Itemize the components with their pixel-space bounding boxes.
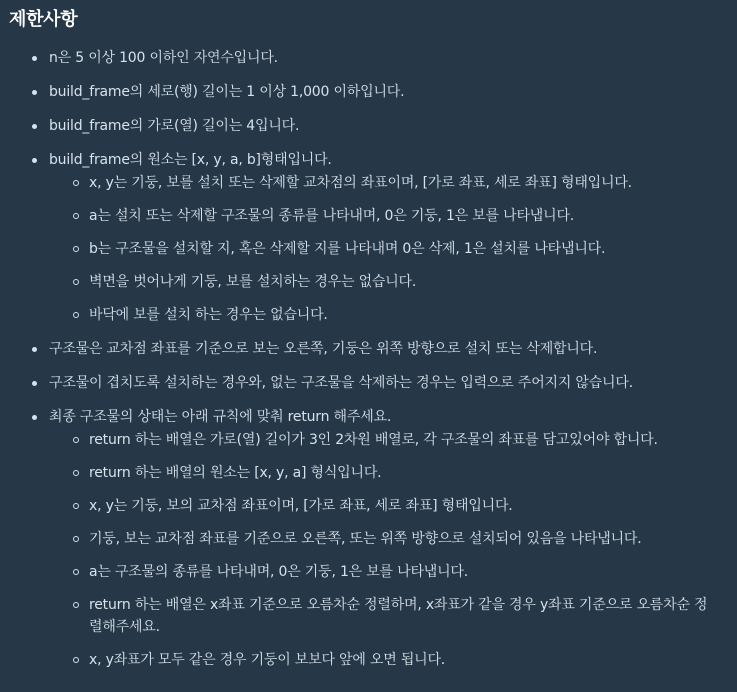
sub-list-item: a는 구조물의 종류를 나타내며, 0은 기둥, 1은 보를 나타냅니다.: [49, 561, 737, 583]
sub-list-item: x, y는 기둥, 보를 설치 또는 삭제할 교차점의 좌표이며, [가로 좌표, 세로 좌표] 형태입니다.: [49, 172, 737, 194]
list-item: [0, 81, 737, 103]
list-item: [0, 115, 737, 137]
sub-list-item: a는 설치 또는 삭제할 구조물의 종류를 나타내며, 0은 기둥, 1은 보를 나타냅니다.: [49, 205, 737, 227]
sub-list-item: 기둥, 보는 교차점 좌표를 기준으로 오른쪽, 또는 위쪽 방향으로 설치되어 있음을 나타냅니다.: [49, 528, 737, 550]
section-title: 제한사항: [9, 9, 78, 30]
constraint-list: [0, 47, 737, 683]
list-item-text: build_frame의 원소는 [x, y, a, b]형태입니다.: [49, 152, 332, 168]
sub-list-item: return 하는 배열의 원소는 [x, y, a] 형식입니다.: [49, 462, 737, 484]
list-item: [0, 372, 737, 394]
sub-list-item: 벽면을 벗어나게 기둥, 보를 설치하는 경우는 없습니다.: [49, 271, 737, 293]
sub-list-item: 바닥에 보를 설치 하는 경우는 없습니다.: [49, 304, 737, 326]
sub-list-item: return 하는 배열은 가로(열) 길이가 3인 2차원 배열로, 각 구조물의 좌표를 담고있어야 합니다.: [49, 429, 737, 451]
list-item-text: 구조물이 겹치도록 설치하는 경우와, 없는 구조물을 삭제하는 경우는 입력으로 주어지지 않습니다.: [49, 375, 633, 391]
list-item-text: build_frame의 가로(열) 길이는 4입니다.: [49, 118, 300, 134]
list-item-text: 구조물은 교차점 좌표를 기준으로 보는 오른쪽, 기둥은 위쪽 방향으로 설치 또는 삭제합니다.: [49, 341, 598, 357]
list-item-text: build_frame의 세로(행) 길이는 1 이상 1,000 이하입니다.: [49, 84, 405, 100]
list-item-text: 최종 구조물의 상태는 아래 규칙에 맞춰 return 해주세요.: [49, 409, 392, 425]
list-item: [0, 149, 737, 326]
sub-list-item: x, y는 기둥, 보의 교차점 좌표이며, [가로 좌표, 세로 좌표] 형태입니다.: [49, 495, 737, 517]
list-item: [0, 47, 737, 69]
sub-list-item: x, y좌표가 모두 같은 경우 기둥이 보보다 앞에 오면 됩니다.: [49, 649, 737, 671]
sub-list-item: return 하는 배열은 x좌표 기준으로 오름차순 정렬하며, x좌표가 같을 경우 y좌표 기준으로 오름차순 정렬해주세요.: [49, 594, 737, 638]
list-item: [0, 338, 737, 360]
sub-list: [49, 429, 737, 671]
list-item: [0, 406, 737, 671]
sub-list-item: b는 구조물을 설치할 지, 혹은 삭제할 지를 나타내며 0은 삭제, 1은 설치를 나타냅니다.: [49, 238, 737, 260]
list-item-text: n은 5 이상 100 이하인 자연수입니다.: [49, 50, 278, 66]
sub-list: [49, 172, 737, 326]
